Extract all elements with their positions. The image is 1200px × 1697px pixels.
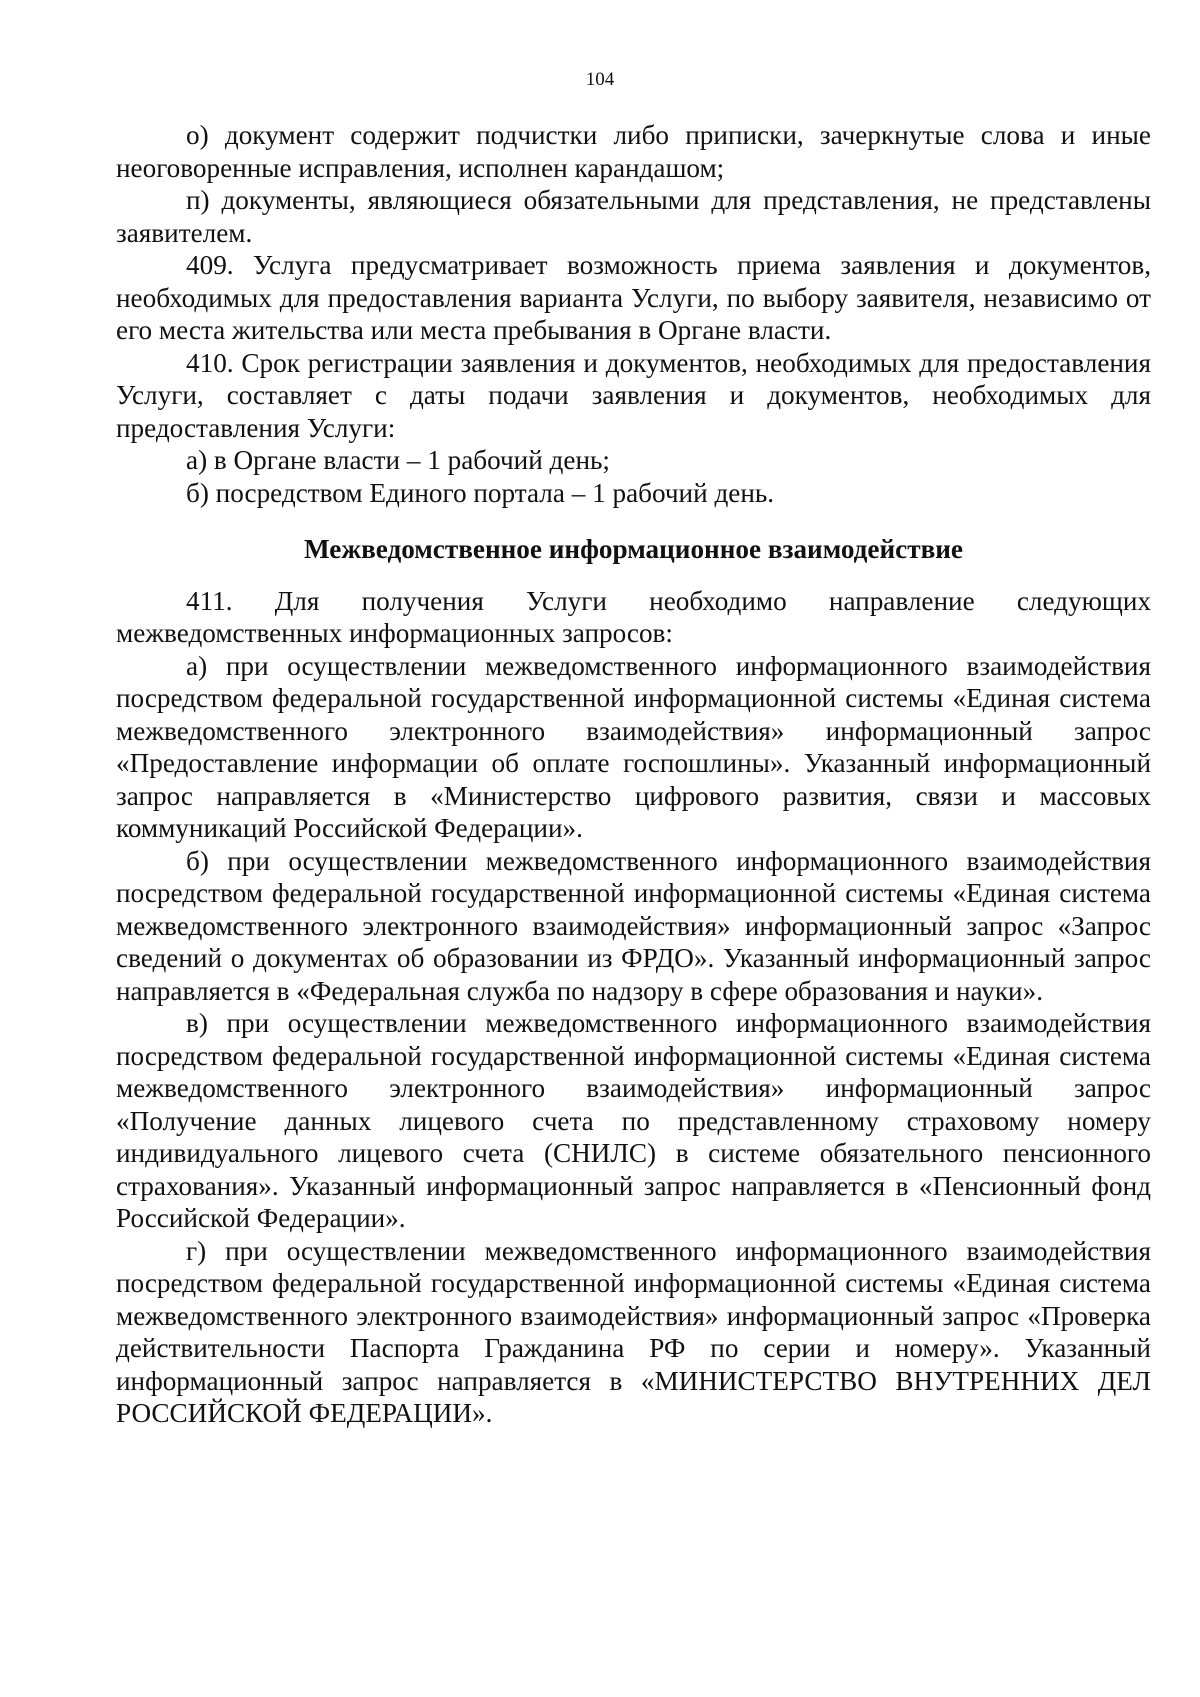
paragraph-411-a: а) при осуществлении межведомственного информационного взаимодействия посредством федеральной государственной информационной системы «Единая система межведомственного электронного взаимодействия» информационный запрос «Предоставление информации об оплате госпошлины». Указанный информационный запрос направляется в «Министерство цифрового развития, связи и массовых коммуникаций Российской Федерации».	[116, 650, 1151, 843]
paragraph-411-v: в) при осуществлении межведомственного информационного взаимодействия посредством федеральной государственной информационной системы «Единая система межведомственного электронного взаимодействия» информационный запрос «Получение данных лицевого счета по представленному страховому номеру индивидуального лицевого счета (СНИЛС) в системе обязательного пенсионного страхования». Указанный информационный запрос направляется в «Пенсионный фонд Российской Федерации».	[116, 1008, 1151, 1233]
paragraph-410-a: а) в Органе власти – 1 рабочий день;	[186, 445, 610, 475]
paragraph-item-o: о) документ содержит подчистки либо приписки, зачеркнутые слова и иные неоговоренные исправления, исполнен карандашом;	[116, 120, 1151, 183]
paragraph-410: 410. Срок регистрации заявления и документов, необходимых для предоставления Услуги, составляет с даты подачи заявления и документов, необходимых для предоставления Услуги:	[116, 347, 1151, 443]
document-body	[116, 119, 1151, 1430]
paragraph-411: 411. Для получения Услуги необходимо направление следующих межведомственных информационных запросов:	[116, 585, 1151, 648]
paragraph-411-g: г) при осуществлении межведомственного информационного взаимодействия посредством федеральной государственной информационной системы «Единая система межведомственного электронного взаимодействия» информационный запрос «Проверка действительности Паспорта Гражданина РФ по серии и номеру». Указанный информационный запрос направляется в «МИНИСТЕРСТВО ВНУТРЕННИХ ДЕЛ РОССИЙСКОЙ ФЕДЕРАЦИИ».	[116, 1235, 1151, 1428]
paragraph-item-p: п) документы, являющиеся обязательными для представления, не представлены заявителем.	[116, 185, 1151, 248]
section-heading: Межведомственное информационное взаимодействие	[303, 534, 964, 564]
paragraph-409: 409. Услуга предусматривает возможность приема заявления и документов, необходимых для предоставления варианта Услуги, по выбору заявителя, независимо от его места жительства или места пребывания в Органе власти.	[116, 250, 1151, 345]
paragraph-411-b: б) при осуществлении межведомственного информационного взаимодействия посредством федеральной государственной информационной системы «Единая система межведомственного электронного взаимодействия» информационный запрос «Запрос сведений о документах об образовании из ФРДО». Указанный информационный запрос направляется в «Федеральная служба по надзору в сфере образования и науки».	[116, 845, 1151, 1006]
paragraph-410-b: б) посредством Единого портала – 1 рабочий день.	[186, 477, 775, 508]
page-number: 104	[585, 69, 615, 90]
